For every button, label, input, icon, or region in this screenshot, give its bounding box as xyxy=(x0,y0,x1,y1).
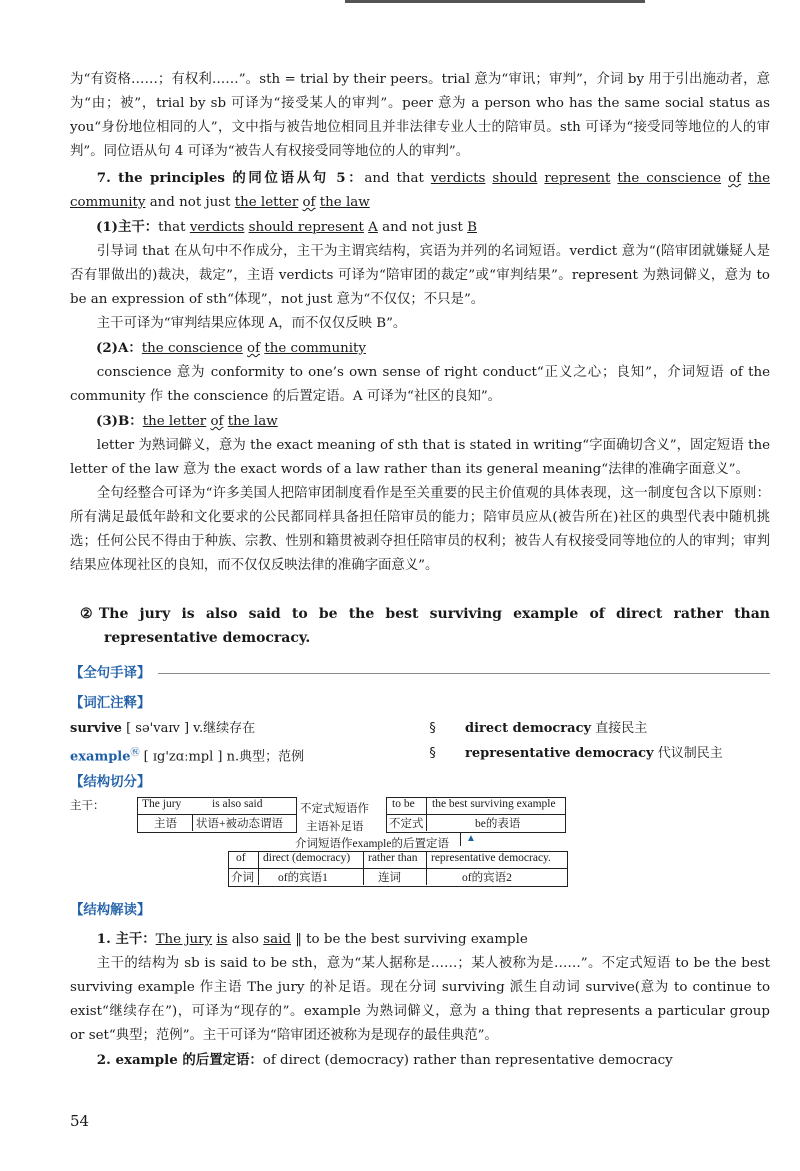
s1-label: (1)主干： xyxy=(96,219,159,235)
diagram-divider-v5 xyxy=(426,851,427,885)
a1-said: said xyxy=(263,932,291,948)
vocab-header xyxy=(70,690,770,716)
item7-label: 7. the principles 的同位语从句 5： xyxy=(96,170,365,186)
vocab-phonetic-example: [ ɪg'zɑːmpl ] xyxy=(143,749,223,765)
a2-heading xyxy=(70,1048,770,1073)
a1-rest: ‖ to be the best surviving example xyxy=(290,932,528,948)
s2-paragraph: conscience 意为 conformity to one’s own sense of right conduct“正义之心；良知”，介词短语 of the community 作 the conscience 的后置定语。A 可译为“社区的良知”。 xyxy=(70,365,770,404)
item7-heading xyxy=(70,166,770,215)
sentence2 xyxy=(70,602,770,650)
s1-verdicts: verdicts xyxy=(189,220,245,235)
top-rule xyxy=(345,0,645,3)
s3-the-letter: the letter xyxy=(142,414,207,429)
s1-paragraph-1: 引导词 that 在从句中不作成分，主干为主谓宾结构，宾语为并列的名词短语。verdict 意为“(陪审团就嫌疑人是否有罪做出的)裁决，裁定”，主语 verdicts 可译为“陪审团的裁定”或“审判结果”。represent 为熟词僻义，意为 to be an expression of sth“体现”，not just 意为“不仅仅；不只是”。 xyxy=(70,244,770,307)
vocab-mark-icon: ㊗ xyxy=(130,748,140,758)
diagram-repr: representative democracy. xyxy=(431,852,551,865)
diagram-be-pred: be的表语 xyxy=(475,818,521,831)
vocab-row-1 xyxy=(70,716,770,741)
s3-paragraph-1: letter 为熟词僻义，意为 the exact meaning of sth that is stated in writing“字面确切含义”，固定短语 the letter of the law 意为 the exact words of a law rather than its general meaning“法律的准确字面意义”。 xyxy=(70,438,770,477)
vocab-word-direct-democracy: direct democracy xyxy=(465,721,592,736)
page-content xyxy=(70,68,770,1073)
s1-paragraph-2: 主干可译为“审判结果应体现 A，而不仅仅反映 B”。 xyxy=(96,316,407,331)
diagram-divider-v1 xyxy=(192,815,193,831)
diagram-obj2: of的宾语2 xyxy=(462,872,512,885)
diagram-pred: 状语+被动态谓语 xyxy=(196,818,283,831)
diagram-up-arrow-icon: ▲ xyxy=(466,833,476,845)
diagram-divider-v3 xyxy=(258,851,259,885)
diagram-subj-comp: 主语补足语 xyxy=(306,821,364,834)
s1-mid: and not just xyxy=(377,220,468,235)
sentence2-text: The jury is also said to be the best surviving example of direct rather than representative democracy. xyxy=(98,606,770,646)
vocab-entry-survive xyxy=(70,716,400,741)
diagram-inf-comp: 不定式短语作 xyxy=(300,803,369,816)
item7-of-2: of xyxy=(302,195,316,210)
item7-the-conscience: the conscience xyxy=(617,171,722,186)
s2-the-community: the community xyxy=(264,341,366,356)
diagram-is-also-said: is also said xyxy=(212,798,263,811)
vocab-def-representative-democracy: 代议制民主 xyxy=(657,746,723,761)
translation-header-label: 【全句手译】 xyxy=(70,665,151,681)
structure-header xyxy=(70,769,770,795)
diagram-direct: direct (democracy) xyxy=(263,852,351,865)
item7-the-law: the law xyxy=(319,195,370,210)
vocab-def-direct-democracy: 直接民主 xyxy=(595,721,648,736)
a2-text: of direct (democracy) rather than representative democracy xyxy=(262,1053,673,1069)
diagram-conj: 连词 xyxy=(378,872,401,885)
sentence2-number: ② xyxy=(80,606,99,622)
diagram-divider-v4 xyxy=(363,851,364,885)
item7-the-letter: the letter xyxy=(234,195,299,210)
s3-paragraph-2: 全句经整合可译为“许多美国人把陪审团制度看作是至关重要的民主价值观的具体表现，这一制度包含以下原则：所有满足最低年龄和文化要求的公民都同样具备担任陪审员的能力；陪审员应从(被告所在)社区的典型代表中随机挑选；任何公民不得由于种族、宗教、性别和籍贯被剥夺担任陪审员的权利；被告人有权接受同等地位的人的审判；审判结果应体现社区的良知，而不仅仅反映法律的准确字面意义”。 xyxy=(70,486,770,573)
vocab-entry-direct-democracy xyxy=(465,716,647,741)
s1-should-represent: should represent xyxy=(248,220,364,235)
intro-paragraph: 为“有资格……；有权利……”。sth = trial by their peers。trial 意为“审讯；审判”，介词 by 用于引出施动者，意为“由；被”，trial by sb 可译为“接受某人的审判”。peer 意为 a person who has the same social status as you“身份地位相同的人”，文中指与被告地位相同且并非法律专业人士的陪审员。sth 可译为“接受同等地位的人的审判”。同位语从句 4 可译为“被告人有权接受同等地位的人的审判”。 xyxy=(70,72,770,159)
diagram-prep: 介词 xyxy=(231,872,254,885)
a1-the-jury: The jury xyxy=(155,932,213,948)
item7-the-community: the community xyxy=(70,171,770,210)
vocab-phonetic-survive: [ sə'vaɪv ] xyxy=(126,721,190,736)
s1-pre: that xyxy=(158,220,190,235)
item7-should: should xyxy=(492,171,538,186)
diagram-divider-v2 xyxy=(426,797,427,831)
s2-heading xyxy=(70,336,770,361)
diagram-obj1: of的宾语1 xyxy=(278,872,328,885)
diagram-to-be: to be xyxy=(392,798,415,811)
analysis-header-label: 【结构解读】 xyxy=(70,902,151,918)
s1-a: A xyxy=(368,220,378,235)
translation-header xyxy=(70,660,770,686)
s1-heading xyxy=(70,215,770,240)
a1-paragraph: 主干的结构为 sb is said to be sth，意为“某人据称是……；某人被称为是……”。不定式短语 to be the best surviving example 作主语 The jury 的补足语。现在分词 surviving 派生自动词 survive(意为 to continue to exist“继续存在”)，可译为“现存的”。example 为熟词僻义，意为 a thing that represents a particular group or set“典型；范例”。主干可译为“陪审团还被称为是现存的最佳典范”。 xyxy=(70,956,770,1044)
structure-header-label: 【结构切分】 xyxy=(70,774,151,791)
vocab-separator: § xyxy=(428,721,437,736)
item7-text-2: and not just xyxy=(149,195,235,210)
s2-label: (2)A： xyxy=(96,340,142,356)
s3-heading xyxy=(70,409,770,434)
vocab-word-representative-democracy: representative democracy xyxy=(465,746,654,761)
diagram-of: of xyxy=(236,852,246,865)
diagram-the-best: the best surviving example xyxy=(432,798,556,811)
translation-fill-line xyxy=(158,673,770,674)
s1-b: B xyxy=(467,220,477,235)
vocab-entry-representative-democracy xyxy=(465,741,723,769)
page-number: 54 xyxy=(70,1112,90,1130)
s3-of: of xyxy=(210,414,224,429)
vocab-word-survive: survive xyxy=(70,721,122,736)
item7-of: of xyxy=(728,171,742,186)
item7-represent: represent xyxy=(544,171,611,186)
diagram-subject: 主语 xyxy=(154,818,177,831)
diagram-inf: 不定式 xyxy=(389,818,424,831)
a1-label: 1. 主干： xyxy=(96,931,156,948)
a1-also: also xyxy=(227,932,264,948)
item7-text-1: and that xyxy=(364,171,431,186)
a2-label: 2. example 的后置定语： xyxy=(96,1052,263,1069)
vocab-header-label: 【词汇注释】 xyxy=(70,695,151,711)
a1-heading xyxy=(70,927,770,952)
vocab-row-2 xyxy=(70,741,770,769)
diagram-label: 主干： xyxy=(70,800,105,813)
diagram-connector-v xyxy=(460,832,461,846)
analysis-header xyxy=(70,897,150,923)
diagram-the-jury: The jury xyxy=(142,798,182,811)
s3-label: (3)B： xyxy=(96,413,143,429)
item7-verdicts: verdicts xyxy=(430,171,486,186)
vocab-def-survive: v.继续存在 xyxy=(193,721,256,736)
vocab-entry-example xyxy=(70,741,400,769)
diagram-rather-than: rather than xyxy=(368,852,418,865)
a1-is: is xyxy=(216,932,228,948)
s2-of: of xyxy=(247,341,261,356)
vocab-def-example: n.典型；范例 xyxy=(226,749,305,765)
diagram-post-mod: 介词短语作example的后置定语 xyxy=(295,838,449,851)
s2-the-conscience: the conscience xyxy=(141,341,243,356)
s3-the-law: the law xyxy=(227,414,278,429)
structure-diagram xyxy=(70,795,770,927)
vocab-separator-2: § xyxy=(428,746,437,761)
vocab-word-example: example xyxy=(70,749,131,765)
